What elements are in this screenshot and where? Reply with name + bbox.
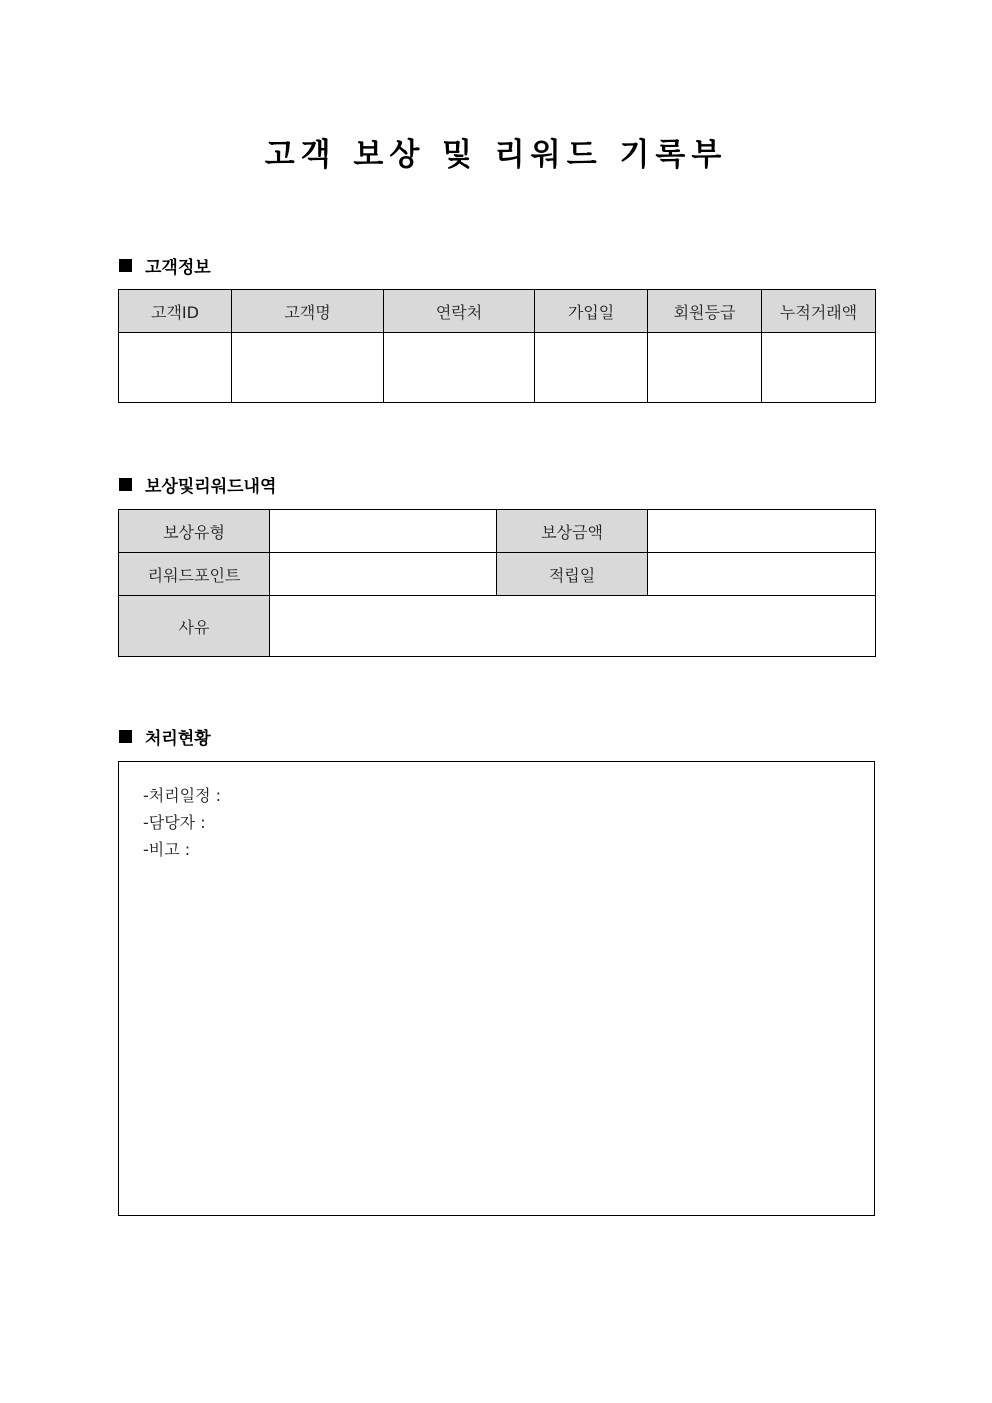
processing-status-lines xyxy=(143,782,221,863)
person-in-charge-line: -담당자 : xyxy=(143,813,206,832)
table-row xyxy=(119,553,876,596)
customer-id-cell[interactable] xyxy=(119,333,232,403)
accrual-date-value[interactable] xyxy=(648,553,876,596)
reward-type-value[interactable] xyxy=(270,510,497,553)
reward-details-table xyxy=(118,509,876,657)
reward-amount-label: 보상금액 xyxy=(497,510,648,553)
reward-amount-value[interactable] xyxy=(648,510,876,553)
table-row xyxy=(119,333,876,403)
table-row xyxy=(119,596,876,657)
reward-type-label: 보상유형 xyxy=(119,510,270,553)
total-transactions-cell[interactable] xyxy=(762,333,876,403)
join-date-cell[interactable] xyxy=(535,333,648,403)
document-title: 고객 보상 및 리워드 기록부 xyxy=(264,137,728,173)
reason-label: 사유 xyxy=(119,596,270,657)
column-header-contact: 연락처 xyxy=(384,290,535,333)
remarks-line: -비고 : xyxy=(143,840,191,859)
reward-points-value[interactable] xyxy=(270,553,497,596)
black-square-icon xyxy=(119,730,132,743)
processing-status-box[interactable] xyxy=(118,761,875,1216)
reason-value[interactable] xyxy=(270,596,876,657)
section-heading-reward-details xyxy=(119,472,276,496)
section-heading-label: 보상및리워드내역 xyxy=(145,476,277,497)
column-header-join-date: 가입일 xyxy=(535,290,648,333)
processing-schedule-line: -처리일정 : xyxy=(143,786,222,805)
customer-info-table xyxy=(118,289,876,403)
section-heading-processing-status xyxy=(119,724,211,748)
customer-name-cell[interactable] xyxy=(232,333,384,403)
column-header-customer-id: 고객ID xyxy=(119,290,232,333)
column-header-customer-name: 고객명 xyxy=(232,290,384,333)
contact-cell[interactable] xyxy=(384,333,535,403)
section-heading-label: 고객정보 xyxy=(145,257,211,278)
black-square-icon xyxy=(119,259,132,272)
column-header-membership-grade: 회원등급 xyxy=(648,290,762,333)
membership-grade-cell[interactable] xyxy=(648,333,762,403)
section-heading-customer-info xyxy=(119,253,211,277)
column-header-total-transactions: 누적거래액 xyxy=(762,290,876,333)
section-heading-label: 처리현황 xyxy=(145,728,211,749)
accrual-date-label: 적립일 xyxy=(497,553,648,596)
table-row xyxy=(119,510,876,553)
black-square-icon xyxy=(119,478,132,491)
table-header-row xyxy=(119,290,876,333)
reward-points-label: 리워드포인트 xyxy=(119,553,270,596)
